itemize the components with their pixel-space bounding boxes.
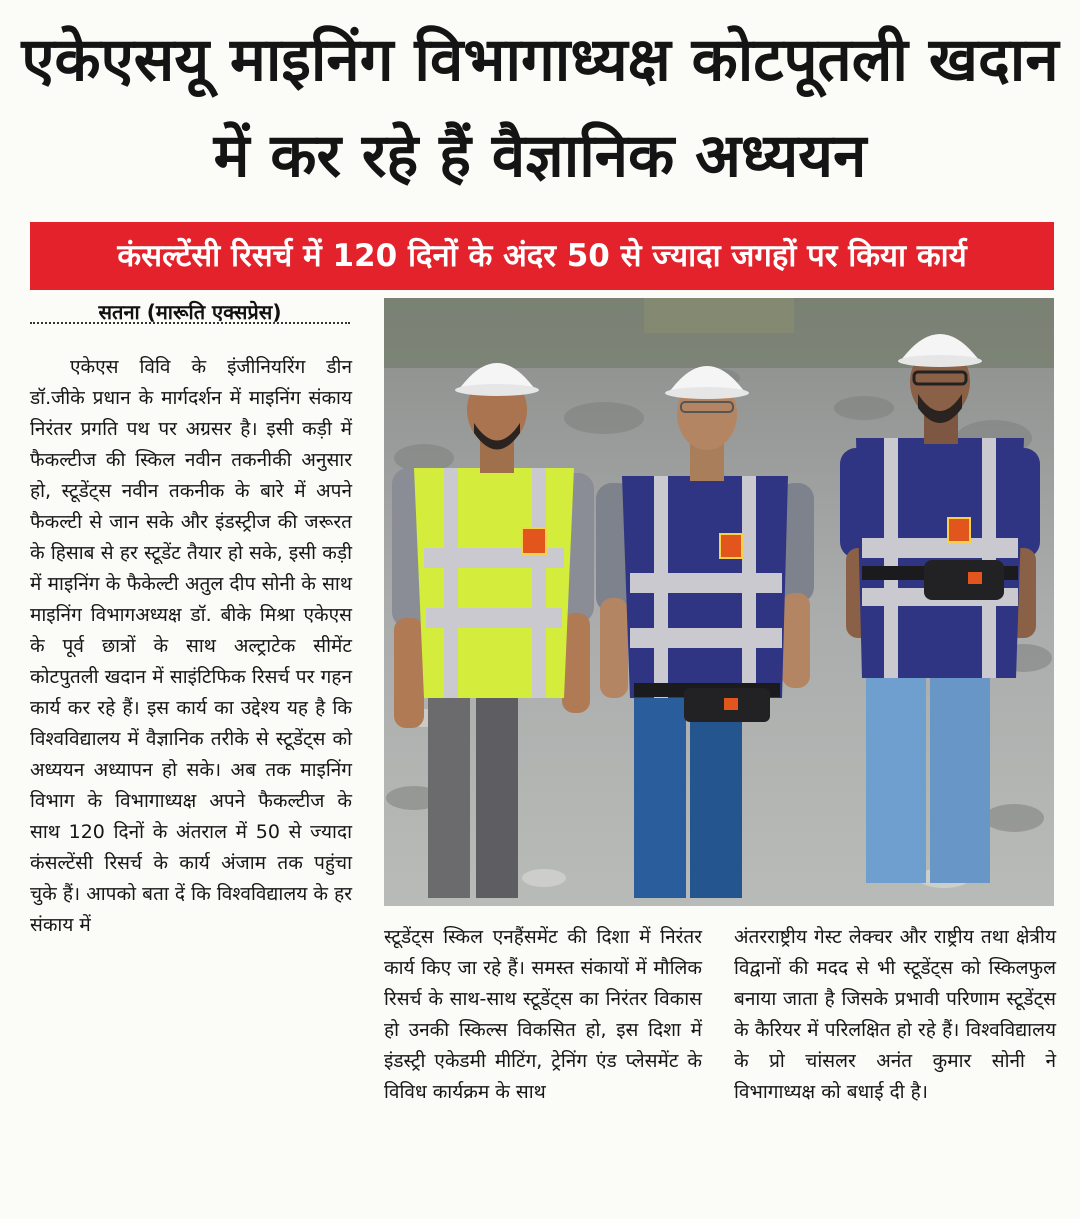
article-column-1: एकेएस विवि के इंजीनियरिंग डीन डॉ.जीके प्रधान के मार्गदर्शन में माइनिंग संकाय निरंतर प्रगति पथ पर अग्रसर है। इसी कड़ी में फैकल्टीज की स्किल नवीन तकनीकी अनुसार हो, स्टूडेंट्स नवीन तकनीक के बारे में अपने फैकल्टी से जान सके और इंडस्ट्रीज की जरूरत के हिसाब से हर स्टूडेंट तैयार हो सके, इसी कड़ी में माइनिंग के फैकेल्टी अतुल दीप सोनी के साथ माइनिंग विभागअध्यक्ष डॉ. बीके मिश्रा एकेएस के पूर्व छात्रों के साथ अल्ट्राटेक सीमेंट कोटपुतली खदान में साइंटिफिक रिसर्च पर गहन कार्य कर रहे हैं। इस कार्य का उद्देश्य यह है कि विश्वविद्यालय में वैज्ञानिक तरीके से स्टूडेंट्स को अध्ययन अध्यापन हो सके। अब तक माइनिंग विभाग के विभागाध्यक्ष अपने फैकल्टीज के साथ 120 दिनों के अंतराल में 50 से ज्यादा कंसल्टेंसी रिसर्च के कार्य अंजाम तक पहुंचा चुके हैं। आपको बता दें कि विश्वविद्यालय के हर संकाय में [30,356,352,936]
article-column-2: स्टूडेंट्स स्किल एनहैंसमेंट की दिशा में निरंतर कार्य किए जा रहे हैं। समस्त संकायों में मौलिक रिसर्च के साथ-साथ स्टूडेंट्स का निरंतर विकास हो उनकी स्किल्स विकसित हो, इस दिशा में इंडस्ट्री एकेडमी मीटिंग, ट्रेनिंग एंड प्लेसमेंट के विविध कार्यक्रम के साथ [384,926,702,1103]
article-column-3: अंतरराष्ट्रीय गेस्ट लेक्चर और राष्ट्रीय तथा क्षेत्रीय विद्वानों की मदद से भी स्टूडेंट्स को स्किलफुल बनाया जाता है जिसके प्रभावी परिणाम स्टूडेंट्स के कैरियर में परिलक्षित हो रहे हैं। विश्वविद्यालय के प्रो चांसलर अनंत कुमार सोनी ने विभागाध्यक्ष को बधाई दी है। [734,926,1056,1103]
dateline: सतना (मारूति एक्सप्रेस) [98,300,282,324]
article-photo [384,298,1054,906]
dateline-underline [30,322,350,324]
subheadline-banner: कंसल्टेंसी रिसर्च में 120 दिनों के अंदर 50 से ज्यादा जगहों पर किया कार्य [30,222,1054,290]
headline: एकेएसयू माइनिंग विभागाध्यक्ष कोटपूतली खदान में कर रहे हैं वैज्ञानिक अध्ययन [21,25,1059,191]
